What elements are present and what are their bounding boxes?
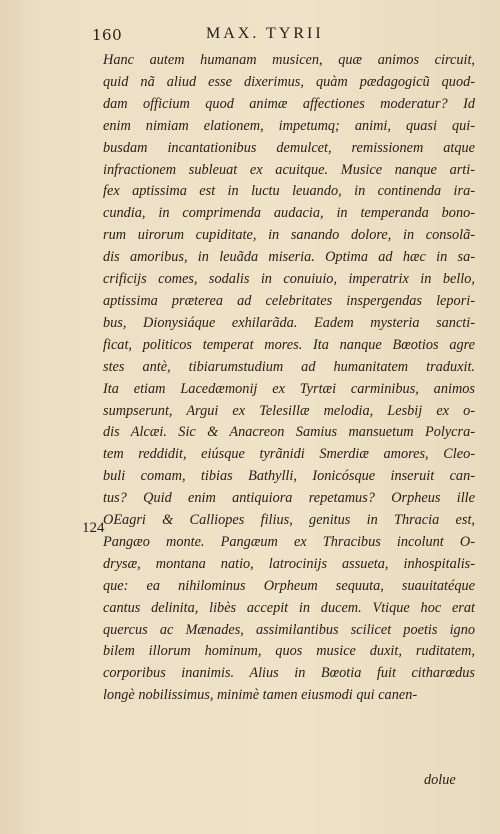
text-line: stes antè, tibiarumstudium ad humanitatem traduxit. [103,358,475,375]
marginal-note: 124 [82,520,105,536]
text-line: Ita etiam Lacedæmonij ex Tyrtæi carminibus, animos [103,380,475,397]
text-line: enim nimiam elationem, impetumq; animi, quasi qui- [103,117,475,134]
catchword: dolue [424,772,456,788]
text-line: Hanc autem humanam musicen, quæ animos circuit, [103,52,475,68]
text-line: fex aptissima est in luctu leuando, in continenda ira- [103,183,475,200]
text-line: tem reddidit, eiúsque tyrãnidi Smerdiæ amores, Cleo- [103,446,475,463]
text-line: bilem illorum hominum, quos musice duxit, ruditatem, [103,643,475,660]
text-line: bus, Dionysiáque exhilarãda. Eadem mysteria sancti- [103,314,475,331]
text-line: buli comam, tibias Bathylli, Ionicósque inseruit can- [103,468,475,485]
text-line: quid nã aliud esse dixerimus, quàm pædagogicũ quod- [103,73,475,90]
text-line: crificijs comes, sodalis in conuiuio, imperatrix in bello, [103,271,475,288]
text-line: OEagri & Calliopes filius, genitus in Thracia est, [103,512,475,529]
body-text [103,50,475,707]
text-line: dis Alcæi. Sic & Anacreon Samius mansuetum Polycra- [103,424,475,441]
text-line: quercus ac Mænades, assimilantibus scilicet poetis igno [103,621,475,638]
text-line: tus? Quid enim antiquiora repetamus? Orpheus ille [103,490,475,507]
running-head: MAX. TYRII [206,25,324,42]
text-line: Pangæo monte. Pangæum ex Thracibus incolunt O- [103,533,475,550]
text-line: infractionem subleuat ex acuitque. Musice nanque arti- [103,161,475,178]
text-line: cundia, in comprimenda audacia, in temperanda bono- [103,205,475,222]
text-line: corporibus inanimis. Alius in Bœotia fuit citharœdus [103,665,475,682]
page-number: 160 [92,26,123,44]
text-line: busdam incantationibus demulcet, remissionem atque [103,139,475,156]
text-line: cantus delinita, libès accepit in ducem. Vtique hoc erat [103,599,475,616]
text-line: dis amoribus, in leuãda miseria. Optima ad hæc in sa- [103,249,475,266]
text-line: que: ea nihilominus Orpheum sequuta, suauitatéque [103,577,475,594]
text-line: sumpserunt, Argui ex Telesillæ melodia, Lesbij ex o- [103,402,475,419]
text-line: rum uirorum cupiditate, in sanando dolore, in consolã- [103,227,475,244]
text-line: longè nobilissimus, minimè tamen eiusmodi qui canen- [103,687,418,704]
text-line: dam officium quod animæ affectiones moderatur? Id [103,95,475,112]
text-line: drysæ, montana natio, latrocinijs assueta, inhospitalis- [103,555,475,572]
text-line: aptissima præterea ad celebritates inspergendas lepori- [103,292,475,309]
text-line: ficat, politicos temperat mores. Ita nanque Bœotios agre [103,336,475,353]
